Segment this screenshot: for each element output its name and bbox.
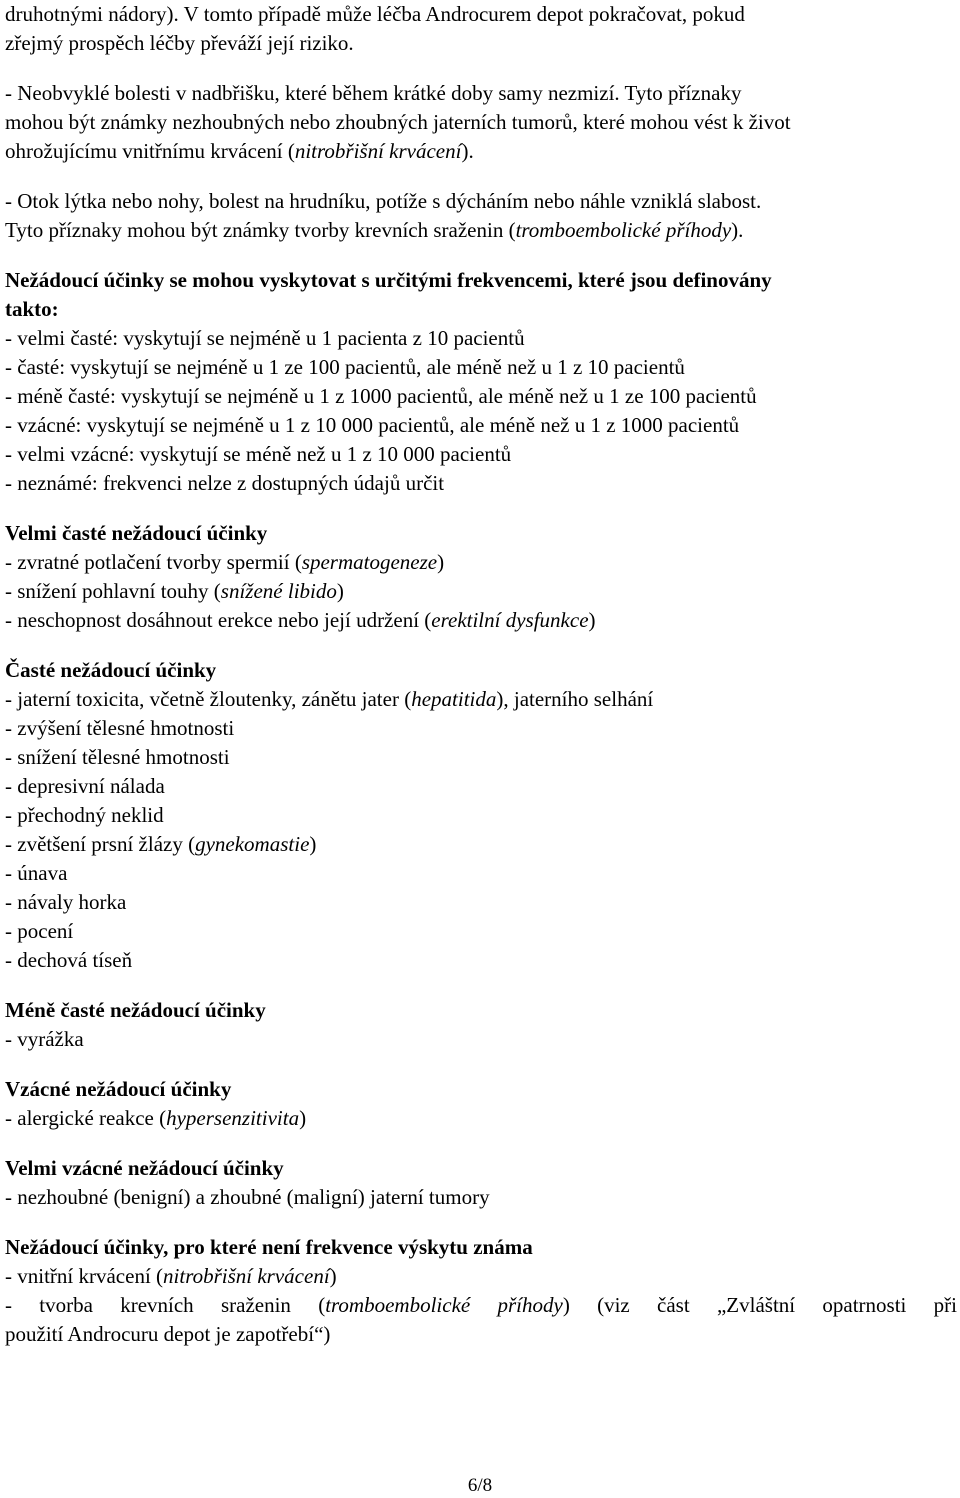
list-item (5, 577, 957, 606)
list-item (5, 685, 957, 714)
italic-term: tromboembolické příhody (515, 218, 732, 242)
uncommon-section (5, 996, 957, 1054)
very-rare-section (5, 1154, 957, 1212)
text-fragment: - neschopnost dosáhnout erekce nebo její udržení ( (5, 608, 432, 632)
section-heading: Méně časté nežádoucí účinky (5, 998, 266, 1022)
italic-term: hypersenzitivita (166, 1106, 300, 1130)
frequency-item: - velmi časté: vyskytují se nejméně u 1 pacienta z 10 pacientů (5, 326, 525, 350)
italic-term: spermatogeneze (301, 550, 438, 574)
text-fragment: - snížení pohlavní touhy ( (5, 579, 221, 603)
unknown-frequency-section (5, 1233, 957, 1349)
text-fragment: ) (309, 832, 317, 856)
intro-line: zřejmý prospěch léčby převáží její riziko. (5, 31, 354, 55)
list-item: - dechová tíseň (5, 948, 133, 972)
section-heading: Časté nežádoucí účinky (5, 658, 217, 682)
list-item (5, 830, 957, 859)
common-section (5, 656, 957, 975)
list-item (5, 1291, 957, 1320)
text-fragment: ) (336, 579, 344, 603)
list-item: - nezhoubné (benigní) a zhoubné (maligní) jaterní tumory (5, 1185, 490, 1209)
text-fragment: ) (299, 1106, 307, 1130)
list-item: - depresivní nálada (5, 774, 165, 798)
italic-term: erektilní dysfunkce (431, 608, 589, 632)
rare-section (5, 1075, 957, 1133)
list-item (5, 548, 957, 577)
text-fragment: - tvorba krevních sraženin ( (5, 1293, 326, 1317)
italic-term: snížené libido (220, 579, 337, 603)
frequency-item: - velmi vzácné: vyskytují se méně než u 1 z 10 000 pacientů (5, 442, 512, 466)
frequency-heading: Nežádoucí účinky se mohou vyskytovat s určitými frekvencemi, které jsou definovány (5, 268, 772, 292)
section-heading: Velmi časté nežádoucí účinky (5, 521, 268, 545)
section-heading: Vzácné nežádoucí účinky (5, 1077, 232, 1101)
italic-term: gynekomastie (195, 832, 310, 856)
text-fragment: ). (731, 218, 744, 242)
intro-line: druhotnými nádory). V tomto případě může léčba Androcurem depot pokračovat, pokud (5, 2, 745, 26)
text-fragment: ) (viz část „Zvláštní opatrnosti při (562, 1293, 957, 1317)
text-fragment: - vnitřní krvácení ( (5, 1264, 164, 1288)
frequency-item: - časté: vyskytují se nejméně u 1 ze 100 pacientů, ale méně než u 1 z 10 pacientů (5, 355, 685, 379)
frequency-heading: takto: (5, 297, 59, 321)
text-fragment: ) (437, 550, 445, 574)
text-fragment: - jaterní toxicita, včetně žloutenky, zánětu jater ( (5, 687, 412, 711)
intro-section (5, 0, 957, 245)
section-heading: Velmi vzácné nežádoucí účinky (5, 1156, 284, 1180)
page-number: 6/8 (467, 1475, 493, 1496)
text-fragment: - zvratné potlačení tvorby spermií ( (5, 550, 302, 574)
list-item: - vyrážka (5, 1027, 84, 1051)
intro-line: - Otok lýtka nebo nohy, bolest na hrudníku, potíže s dýcháním nebo náhle vzniklá slabost. (5, 189, 762, 213)
document-page (5, 0, 957, 1349)
intro-line: - Neobvyklé bolesti v nadbřišku, které během krátké doby samy nezmizí. Tyto příznaky (5, 81, 742, 105)
intro-line (5, 137, 957, 166)
list-item (5, 606, 957, 635)
italic-term: nitrobřišní krvácení (294, 139, 462, 163)
text-fragment: ). (461, 139, 474, 163)
section-heading: Nežádoucí účinky, pro které není frekvence výskytu známa (5, 1235, 533, 1259)
italic-term: nitrobřišní krvácení (163, 1264, 330, 1288)
text-fragment: - alergické reakce ( (5, 1106, 167, 1130)
list-item: - únava (5, 861, 68, 885)
frequency-item: - neznámé: frekvenci nelze z dostupných údajů určit (5, 471, 445, 495)
list-item: - zvýšení tělesné hmotnosti (5, 716, 235, 740)
text-fragment: ohrožujícímu vnitřnímu krvácení ( (5, 139, 295, 163)
intro-line (5, 216, 957, 245)
frequency-item: - vzácné: vyskytují se nejméně u 1 z 10 000 pacientů, ale méně než u 1 z 1000 pacientů (5, 413, 740, 437)
italic-term: hepatitida (411, 687, 497, 711)
text-fragment: ) (588, 608, 596, 632)
frequency-item: - méně časté: vyskytují se nejméně u 1 z 1000 pacientů, ale méně než u 1 ze 100 pacientů (5, 384, 757, 408)
very-common-section (5, 519, 957, 635)
list-item (5, 1104, 957, 1133)
text-fragment: Tyto příznaky mohou být známky tvorby krevních sraženin ( (5, 218, 516, 242)
italic-term: tromboembolické příhody (325, 1293, 563, 1317)
list-item: použití Androcuru depot je zapotřebí“) (5, 1322, 331, 1346)
text-fragment: ), jaterního selhání (496, 687, 654, 711)
text-fragment: - zvětšení prsní žlázy ( (5, 832, 196, 856)
list-item: - návaly horka (5, 890, 127, 914)
intro-line: mohou být známky nezhoubných nebo zhoubných jaterních tumorů, které mohou vést k život (5, 110, 791, 134)
list-item: - přechodný neklid (5, 803, 164, 827)
list-item (5, 1262, 957, 1291)
list-item: - pocení (5, 919, 74, 943)
text-fragment: ) (329, 1264, 337, 1288)
frequency-section (5, 266, 957, 498)
list-item: - snížení tělesné hmotnosti (5, 745, 230, 769)
